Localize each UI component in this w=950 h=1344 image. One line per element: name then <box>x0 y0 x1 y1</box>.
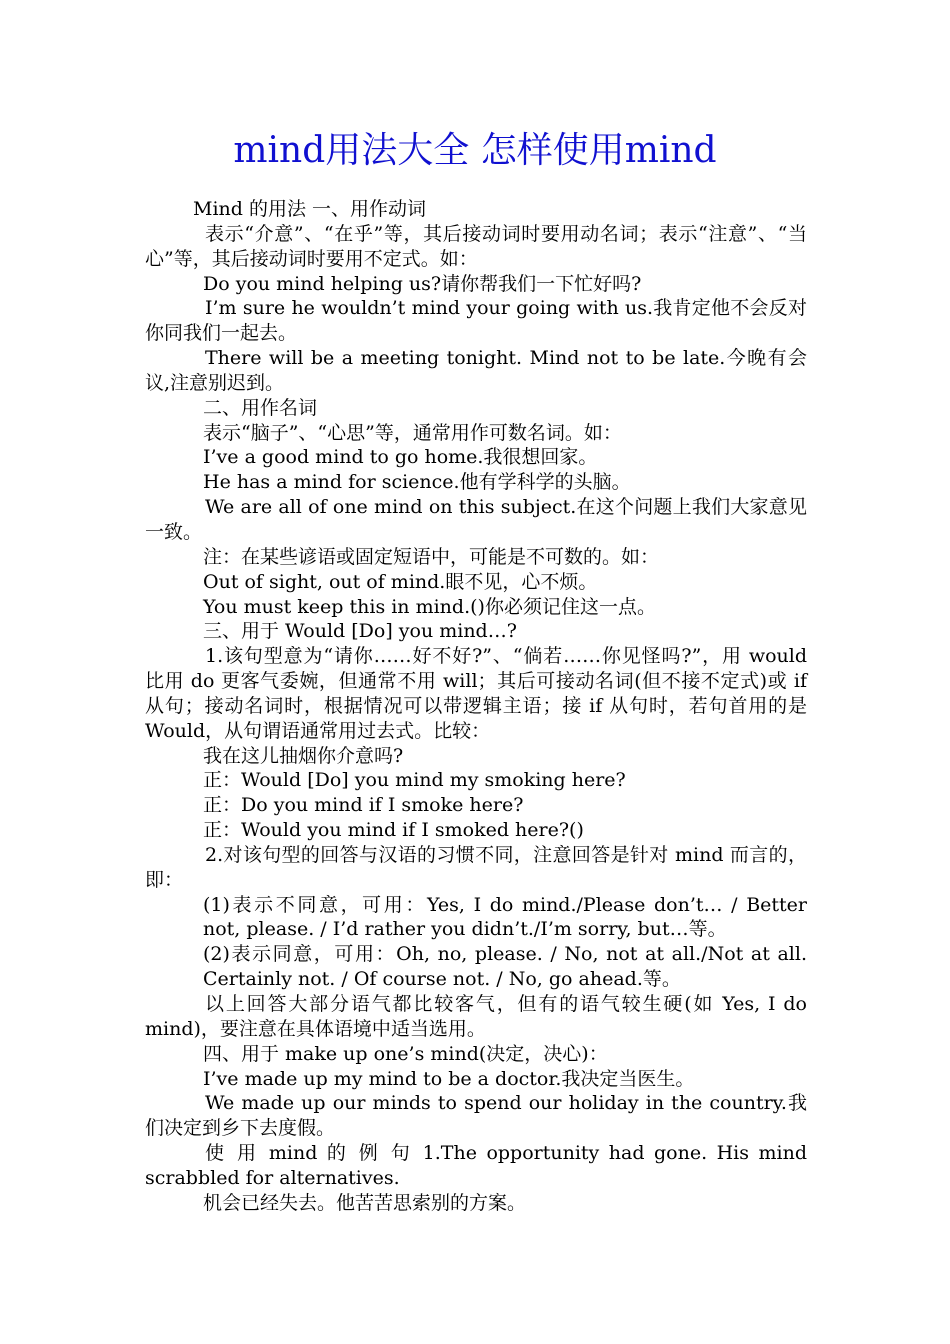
paragraph-example-3: There will be a meeting tonight. Mind not to be late.今晚有会议,注意别迟到。 <box>145 347 807 394</box>
paragraph-example-8: You must keep this in mind.()你必须记住这一点。 <box>203 595 656 618</box>
paragraph-example-4: I’ve a good mind to go home.我很想回家。 <box>203 446 598 469</box>
paragraph-section-1-heading: Mind 的用法 一、用作动词 <box>193 198 427 220</box>
paragraph-note: 注：在某些谚语或固定短语中，可能是不可数的。如： <box>203 545 660 568</box>
paragraph-example-2: I’m sure he wouldn’t mind your going with us.我肯定他不会反对你同我们一起去。 <box>145 297 807 345</box>
paragraph-would-you-mind: 1.该句型意为“请你……好不好?”、“倘若……你见怪吗?”，用 would 比用 do 更客气委婉，但通常不用 will；其后可接动名词(但不接不定式)或 if 从句；接动名词时，根据情况可以带逻辑主语；接 if 从句时，若句首用的是 Would，从句谓语通常用过去式。比较： <box>145 645 807 742</box>
paragraph-section-2-heading: 二、用作名词 <box>203 396 318 419</box>
paragraph-example-sentence-1: 使 用 mind 的 例 句 1.The opportunity had gone. His mind scrabbled for alternatives. <box>145 1142 807 1189</box>
paragraph-example-sentence-1-translation: 机会已经失去。他苦苦思索别的方案。 <box>203 1191 527 1214</box>
paragraph-example-5: He has a mind for science.他有学科学的头脑。 <box>203 471 631 494</box>
paragraph-example-10: We made up our minds to spend our holiday in the country.我们决定到乡下去度假。 <box>145 1092 807 1140</box>
paragraph-correct-2: 正：Do you mind if I smoke here? <box>203 794 524 817</box>
paragraph-example-1: Do you mind helping us?请你帮我们一下忙好吗? <box>203 272 642 295</box>
document-body <box>145 197 807 1216</box>
paragraph-example-6: We are all of one mind on this subject.在这个问题上我们大家意见一致。 <box>145 496 807 543</box>
paragraph-noun-usage: 表示“脑子”、“心思”等，通常用作可数名词。如： <box>203 421 622 444</box>
paragraph-section-3-heading: 三、用于 Would [Do] you mind…? <box>203 620 517 643</box>
paragraph-compare-prompt: 我在这儿抽烟你介意吗? <box>203 744 404 767</box>
paragraph-example-9: I’ve made up my mind to be a doctor.我决定当医生。 <box>203 1067 695 1090</box>
paragraph-tone-note: 以上回答大部分语气都比较客气，但有的语气较生硬(如 Yes, I do mind)，要注意在具体语境中适当选用。 <box>145 993 807 1040</box>
paragraph-correct-3: 正：Would you mind if I smoked here?() <box>203 819 584 842</box>
paragraph-agree-answers: (2)表示同意，可用：Oh, no, please. / No, not at all./Not at all. Certainly not. / Of course not. / No, go ahead.等。 <box>203 943 807 991</box>
paragraph-verb-usage: 表示“介意”、“在乎”等，其后接动词时要用动名词；表示“注意”、“当心”等，其后接动词时要用不定式。如： <box>145 222 807 270</box>
paragraph-disagree-answers: (1)表示不同意，可用：Yes, I do mind./Please don’t… / Better not, please. / I’d rather you didn’t./I’m sorry, but…等。 <box>203 893 807 941</box>
paragraph-example-7: Out of sight, out of mind.眼不见，心不烦。 <box>203 570 598 593</box>
paragraph-correct-1: 正：Would [Do] you mind my smoking here? <box>203 769 626 792</box>
document-title: mind用法大全 怎样使用mind <box>233 130 717 171</box>
paragraph-answer-note: 2.对该句型的回答与汉语的习惯不同，注意回答是针对 mind 而言的，即： <box>145 843 807 891</box>
paragraph-section-4-heading: 四、用于 make up one’s mind(决定，决心)： <box>203 1042 608 1065</box>
